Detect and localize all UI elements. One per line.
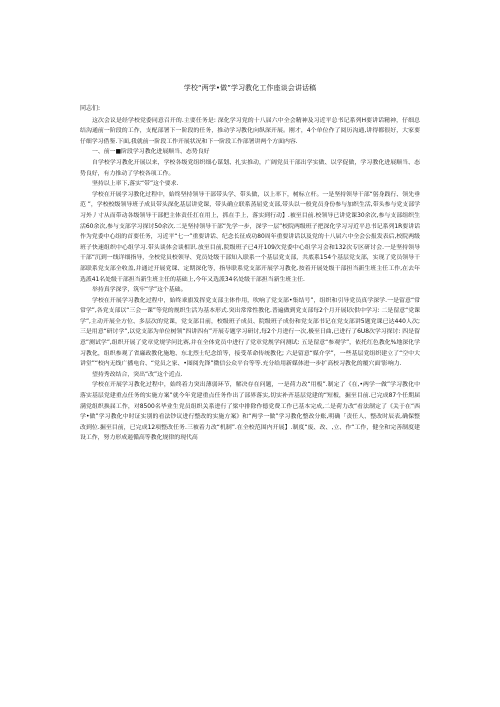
document-page [80, 83, 420, 693]
section-heading: 一、前一■阶段学习教化进展顺当、态势良好 [92, 149, 210, 156]
section-heading: 坚持以上率下,落实“带”这个要求. [92, 181, 179, 188]
document-title: 学校“两学•做”学习教化工作座谈会讲话稿 [183, 84, 317, 92]
body-paragraph: 学校在开展学习教化过程中，始终乖旗发挥党支部主体作用，吹响了党支部•集结号”，组织和引导党员真学深学.一是留意“常常学”,各党支部以“三会一课”等党的规织生活为基本形式.突出常常性教化.普遍做到党支部每2个月开展l次供中学习: 二是留意“党课学”,主动开展全方位、多层次的党课，党支部目前，校级班子成员、院级班子成份和党支部书记在党支部讲5题党课已达440人次; 三是用意“研讨学”,以党支部为单位树领“四讲四有”开展专题学习研讨,每2个月进行一次,极至日曲,已进行了6U8次学习探讨: 四是留意”测试学”,组织开展了党章党规学问比赛,并在全体党员中进行了党章党规学问测试: 五是留意“参观学”，依托红色教化%地深化学习教化，组织参观了省廉政教化施地、东北烈士纪念馆等，接受革命传统教化; 六是留意“媒介学”，一些基层党组织建立了“空中大讲堂”“校内无线广播电台、“党员之家、•图阅先锋”微信公众平台等等.充分给用新媒体进一步扩高校习教化的覆穴面'影响力. [80, 297, 420, 368]
salutation: 同志们: [80, 105, 101, 112]
body-paragraph: 学校在开展学习教化过程中，始终坚持领导干部带头学、带头做，以上率下，树标立杆。一是坚持领导干部“躬身践行、领先垂范 ”，学校校级领导班子成员带头深化基层讲党课，带头确立联系蒸屈党支部,带头以一般党员身份参与加织生活,带头参与党支部学习外丿寸从而带动各级领导干部把主体责任扛在用上，抓在手上，落实到行动】.被至目前.校领导已讲党课30余次,参与支部组织生活60余次,参与支部学习探讨50余次.二是坚持领导干部“先学一步，深学一层”校院两级班子把深化学习习近平总书记系列1R要讲话作为党委中心组的首要任务，习近平“七一”重要讲话、纪念长征成功80周年重要讲话以及党的十八届六中全会公报发表后,校院两级班子快速组织中心组学习.带头谈体会谈相识.放至目前,院级班子已4开109次党委中心组学习会和132次专区研讨会.一是坚持领导干部“沉到一线详细指导，全校党员校领导、党员处级干部知入联系一个基层党支部，共底系154个基层党支部，实现了党员领导干部联系党支部全收盖,并通过开展党课、定期深化等，指导联系党支部开展学习教化.按着开展处级干部担当新生班主任工作,在去年选派41名处级干部担当新生班主任的基础上,今年又选派34名处级干部担当新生班主任. [80, 191, 420, 283]
body-paragraph: 学校在开展学习教化过程中，始终着力突出薄弱环节，解决存在问题，一是荷力改“用板”.制定了《在,•两学一做”学习教化中落实基层党建重点任务的实施方案”就今年党建重点任务作出了部界落实,切实补齐基层党建的“短板，掘至目前.已完成87个任期届满党组织换届工作，对8500名毕业生党员组织关系进行了梁中排除作德党费工作已基本完成,二是荷力改“看法制定了《关于在“西学•做”学习教化中时证实别的看法钞议进行整改的实施方案》和“两学一做”学习教化整改分账,明确「责任人、整改时辰表,确保整改到位.掘至目前，已完成12项整改任务.三被着力改“机制”.在全校范围内开展】.制度“废、改、,立、作“工作，健全和完善制度建设工作，努力形成遏循高等教化规律的现代高 [80, 382, 420, 442]
section-heading: 举持真学深学，筑牢“学”这个基础。 [92, 287, 187, 294]
body-paragraph: 这次会议是经学校党委同意召开的.主要任务是: 深化学习党的十八届六中全会精神及习近平总书记系列H要讲话精神，仔细总结沟通前一阶段的工作，支配部署下一阶段的任务，推动学习教化向纵深开展。刚才，4个单位作了阅历沟通,讲得都很好，大家要仔细学习借鉴.下面,我就前一阶段工作开展状况和下一阶段工作部署讲两个方面内容. [80, 117, 420, 145]
body-paragraph: 自学校学习教化开展以来，学校各级党组织细心谋划、扎实推动，广阔党员干部出学实做、以学促做，学习教化进展顺当、态势良好，有力推动了学校各项工作。 [80, 159, 420, 177]
section-heading: 望持秀改结合，突出“改”这个近点. [92, 371, 183, 378]
document-body [80, 116, 420, 444]
